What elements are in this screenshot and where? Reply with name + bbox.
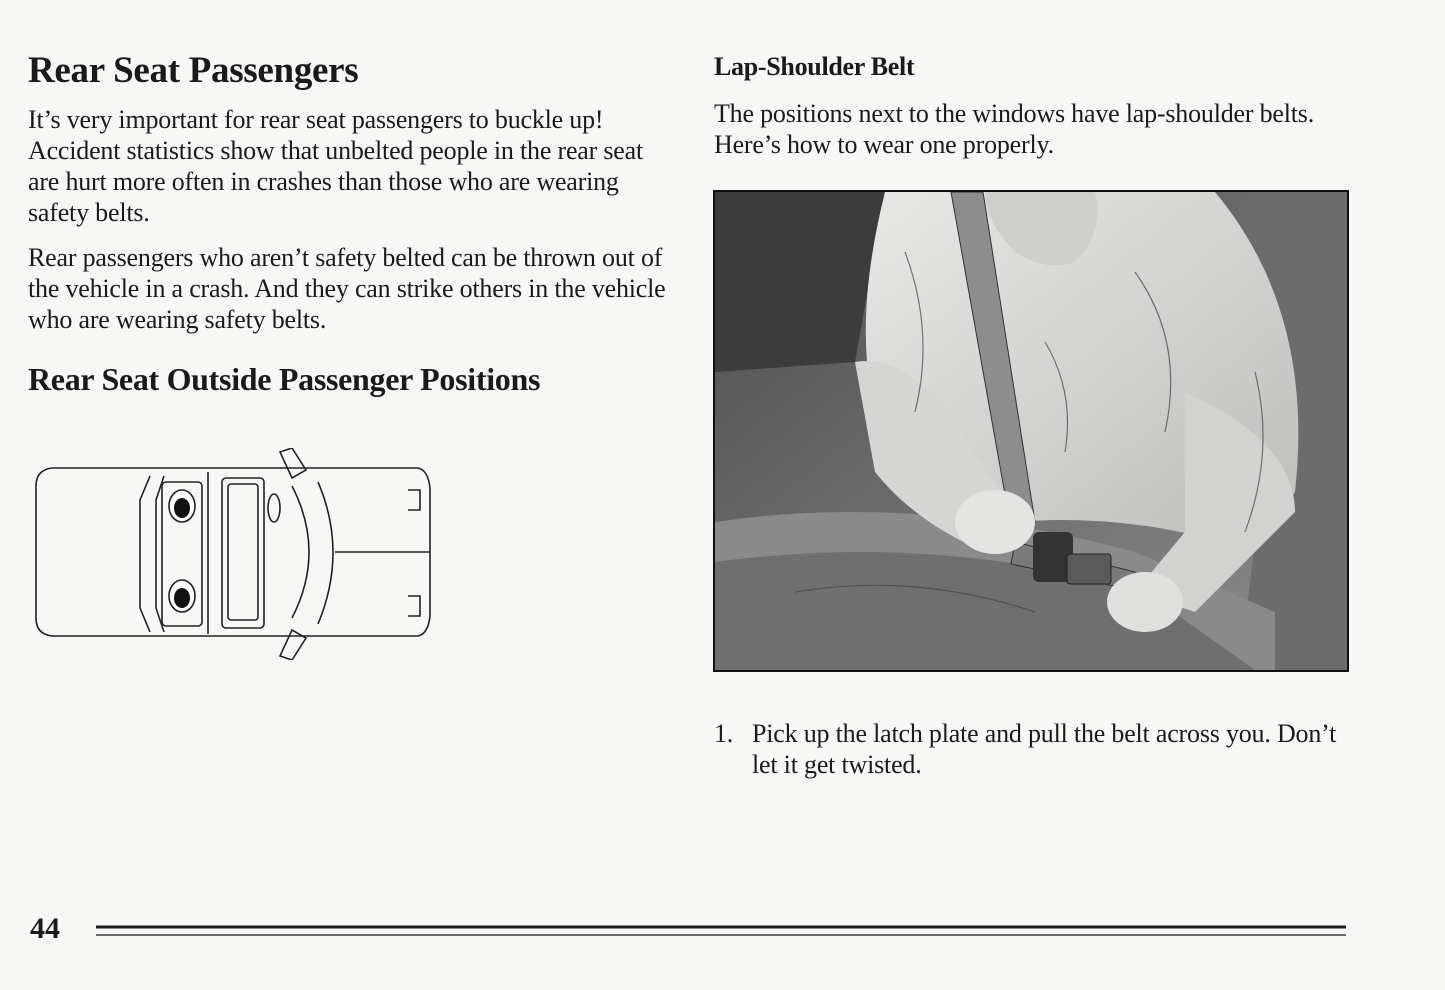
lap-shoulder-intro: The positions next to the windows have lap-shoulder belts. Here’s how to wear one properly.	[714, 99, 1315, 159]
paragraph-2: Rear passengers who aren’t safety belted can be thrown out of the vehicle in a crash. And they can strike others in the vehicle who are wearing safety belts.	[28, 243, 666, 334]
mirror-left	[280, 448, 306, 478]
section-title: Rear Seat Passengers	[28, 50, 359, 91]
rear-outside-seat-positions	[169, 490, 195, 612]
right-column	[714, 48, 1354, 174]
paragraph-1: It’s very important for rear seat passengers to buckle up! Accident statistics show that unbelted people in the rear seat are hurt more often in crashes than those who are wearing safety belts.	[28, 105, 644, 227]
step-text: Pick up the latch plate and pull the belt across you. Don’t let it get twisted.	[752, 719, 1337, 779]
lap-shoulder-belt-heading: Lap-Shoulder Belt	[714, 52, 915, 81]
subsection-title: Rear Seat Outside Passenger Positions	[28, 361, 541, 397]
step-number: 1.	[714, 719, 734, 748]
belt-illustration	[713, 190, 1349, 672]
mirror-right	[280, 630, 306, 660]
vehicle-top-view-diagram	[30, 448, 440, 660]
step-1	[714, 718, 1354, 780]
page-number: 44	[30, 912, 60, 945]
footer-rule	[96, 924, 1346, 938]
windshield	[292, 486, 309, 618]
left-column	[28, 48, 668, 399]
